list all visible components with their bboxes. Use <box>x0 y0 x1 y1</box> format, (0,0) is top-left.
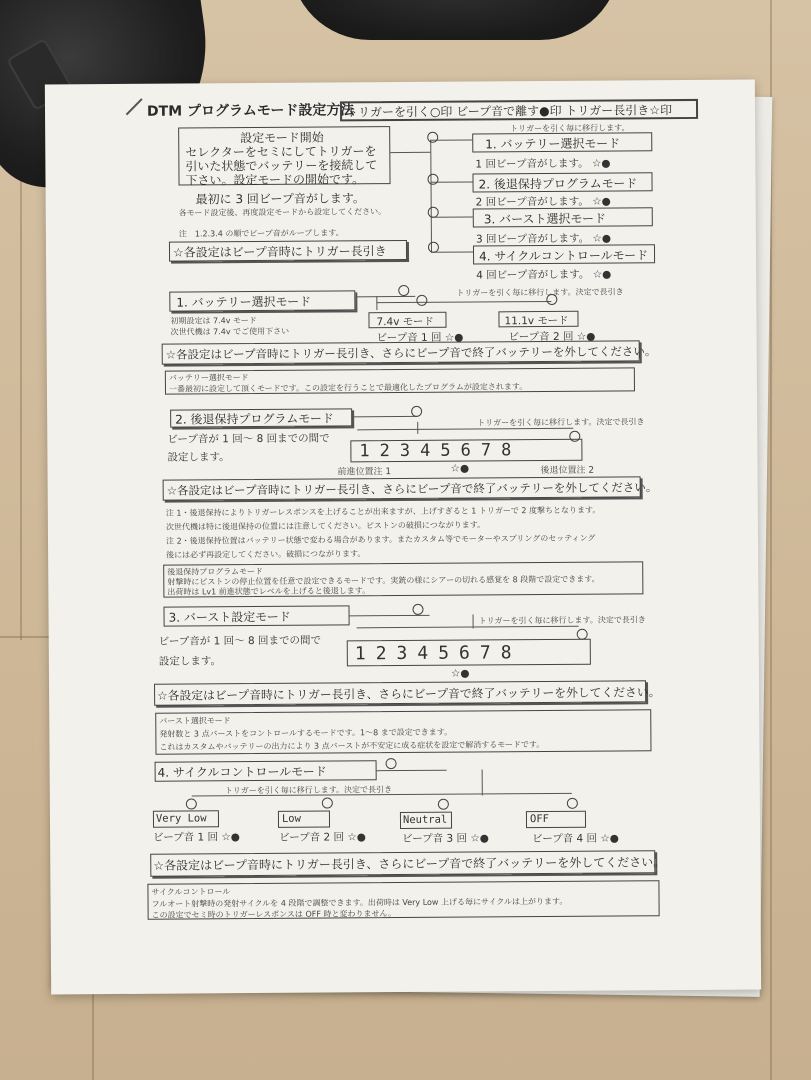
cycle-very-low: Very Low <box>155 812 207 825</box>
sec3-desc-3: これはカスタムやバッテリーの出力により 3 点バーストが不安定に成る症状を設定で解消するモードです。 <box>159 740 545 752</box>
mode-2-label: 2. 後退保持プログラムモード <box>478 176 638 192</box>
cycle-neutral: Neutral <box>402 813 448 827</box>
sec3-desc-1: バースト選択モード <box>159 716 231 726</box>
sec1-instruction: ☆各設定はビープ音時にトリガー長引き、さらにビープ音で終了バッテリーを外してください。 <box>165 344 657 362</box>
sec3-advance: トリガーを引く毎に移行します。決定で長引き <box>478 615 646 626</box>
sec3-title: 3. バースト設定モード <box>168 609 291 625</box>
mode-2-beep: 2 回ビープ音がします。 ☆● <box>475 195 611 209</box>
cycle-neutral-beep: ビープ音 3 回 ☆● <box>402 832 489 846</box>
sec2-range-1: ビープ音が 1 回～ 8 回までの間で <box>167 432 330 446</box>
sec1-note-1: 初期設定は 7.4v モード <box>170 316 257 326</box>
tree-line <box>431 217 473 218</box>
tree-line <box>430 140 432 252</box>
tree-line <box>355 296 415 297</box>
sec1-desc-1: バッテリー選択モード <box>168 373 249 383</box>
intro-line-2: セレクターをセミにしてトリガーを <box>185 144 377 160</box>
sec1-advance: トリガーを引く毎に移行します。決定で長引き <box>456 287 624 298</box>
tree-line <box>352 416 417 417</box>
trigger-circle <box>428 207 439 218</box>
sec2-advance: トリガーを引く毎に移行します。決定で長引き <box>477 417 645 428</box>
sec2-instruction: ☆各設定はビープ音時にトリガー長引き、さらにビープ音で終了バッテリーを外してください。 <box>166 480 658 498</box>
opt-7-4v-beep: ビープ音 1 回 ☆● <box>376 331 464 345</box>
black-object <box>290 0 620 40</box>
cycle-very-low-beep: ビープ音 1 回 ☆● <box>153 831 240 844</box>
mode-4-beep: 4 回ビープ音がします。 ☆● <box>476 268 612 282</box>
trigger-circle <box>438 799 449 810</box>
tree-line <box>482 769 483 795</box>
cycle-off-beep: ビープ音 4 回 ☆● <box>532 832 619 846</box>
tree-line <box>431 252 473 253</box>
instruction-sheet <box>45 80 761 995</box>
trigger-circle <box>416 295 427 306</box>
trigger-circle <box>567 798 578 809</box>
tree-line <box>357 428 573 431</box>
sec2-digits: 12345678 <box>359 440 522 462</box>
sec3-mark: ☆● <box>450 667 470 680</box>
trigger-circle <box>428 242 439 253</box>
mode-3-label: 3. バースト選択モード <box>483 211 607 227</box>
sec4-desc-1: サイクルコントロール <box>151 887 231 897</box>
intro-line-1: 設定モード開始 <box>240 130 324 146</box>
sec2-desc-2: 射撃時にピストンの停止位置を任意で設定できるモードです。実銃の様にシアーの切れる感覚を 8 段階で設定できます。 <box>167 574 600 587</box>
sec3-desc-2: 発射数と 3 点バーストをコントロールするモードです。1～8 まで設定できます。 <box>159 727 453 739</box>
trigger-circle <box>322 797 333 808</box>
trigger-circle <box>186 798 197 809</box>
tree-line <box>376 301 551 303</box>
sec2-range-2: 設定します。 <box>167 451 230 464</box>
trigger-circle <box>386 758 397 769</box>
advance-note: トリガーを引く毎に移行します。 <box>510 123 630 134</box>
tree-line <box>350 615 430 617</box>
mode-1-beep: 1 回ビープ音がします。 ☆● <box>475 157 611 171</box>
tree-line <box>377 770 447 771</box>
sec2-rear: 後退位置注 2 <box>540 465 595 477</box>
loop-note: 注 1.2.3.4 の順でビープ音がループします。 <box>178 228 344 239</box>
sec2-desc-1: 後退保持プログラムモード <box>167 566 263 577</box>
trigger-circle <box>427 132 438 143</box>
sec3-range-1: ビープ音が 1 回～ 8 回までの間で <box>158 634 322 648</box>
trigger-circle <box>412 604 423 615</box>
tree-line <box>390 152 430 153</box>
hold-note: ☆各設定はビープ音時にトリガー長引き <box>172 244 387 260</box>
sec2-note-1: 注 1・後退保持によりトリガーレスポンスを上げることが出来ますが、上げすぎると 1 トリガーで 2 度撃ちとなります。 <box>165 505 601 518</box>
sec4-advance: トリガーを引く毎に移行します。決定で長引き <box>224 785 393 796</box>
sec2-mark: ☆● <box>450 462 470 475</box>
sec2-note-4: 後には必ず再設定してください。破損につながります。 <box>166 549 366 560</box>
mode-3-beep: 3 回ビープ音がします。 ☆● <box>475 232 612 246</box>
legend-text: トリガーを引く○印 ビープ音で離す●印 トリガー長引き☆印 <box>345 103 673 120</box>
title-slash <box>126 98 143 115</box>
cycle-low-beep: ビープ音 2 回 ☆● <box>279 831 366 844</box>
sec2-front: 前進位置注 1 <box>337 467 392 478</box>
intro-line-3: 引いた状態でバッテリーを接続して <box>185 158 378 174</box>
trigger-circle <box>411 406 422 417</box>
sec2-desc-3: 出荷時は Lv1 前進状態でレベルを上げると後退します。 <box>167 586 371 597</box>
cycle-low: Low <box>281 812 301 825</box>
tree-line <box>357 626 579 629</box>
opt-11-1v-beep: ビープ音 2 回 ☆● <box>508 330 596 344</box>
sec2-title: 2. 後退保持プログラムモード <box>175 411 334 427</box>
sec4-desc-3: この設定でセミ時のトリガーレスポンスは OFF 時と変わりません。 <box>151 909 397 920</box>
sec4-desc-2: フルオート射撃時の発射サイクルを 4 段階で調整できます。出荷時は Very Low 上げる毎にサイクルは上がります。 <box>151 896 568 909</box>
sec2-note-2: 次世代機は特に後退保持の位置には注意してください。ピストンの破損につながります。 <box>165 520 486 532</box>
sec1-desc-2: 一番最初に設定して頂くモードです。この設定を行うことで最適化したプログラムが設定されます。 <box>168 382 528 394</box>
intro-line-4: 下さい。設定モードの開始です。 <box>185 172 365 188</box>
trigger-circle <box>398 285 409 296</box>
sec1-title: 1. バッテリー選択モード <box>176 294 312 310</box>
cycle-off: OFF <box>529 812 549 826</box>
sec1-note-2: 次世代機は 7.4v でご使用下さい <box>170 326 290 337</box>
mode-4-label: 4. サイクルコントロールモード <box>478 248 649 264</box>
sec2-note-3: 注 2・後退保持位置はバッテリー状態で変わる場合があります。またカスタム等でモーターやスプリングのセッティング <box>165 533 596 546</box>
sec3-instruction: ☆各設定はビープ音時にトリガー長引き、さらにビープ音で終了バッテリーを外してください。 <box>157 685 661 703</box>
doc-title: DTM プログラムモード設定方法 <box>146 102 355 120</box>
opt-11-1v: 11.1v モード <box>504 314 569 328</box>
mode-1-label: 1. バッテリー選択モード <box>485 136 621 152</box>
sec4-instruction: ☆各設定はビープ音時にトリガー長引き、さらにビープ音で終了バッテリーを外してください。 <box>153 855 666 873</box>
beep-three: 最初に 3 回ビープ音がします。 <box>195 191 365 207</box>
opt-7-4v: 7.4v モード <box>376 315 434 329</box>
sec3-digits: 12345678 <box>354 642 522 665</box>
trigger-circle <box>427 174 438 185</box>
after-setting-note: 各モード設定後、再度設定モードから設定してください。 <box>178 207 387 218</box>
sec3-range-2: 設定します。 <box>158 655 222 668</box>
sec4-title: 4. サイクルコントロールモード <box>157 764 327 780</box>
